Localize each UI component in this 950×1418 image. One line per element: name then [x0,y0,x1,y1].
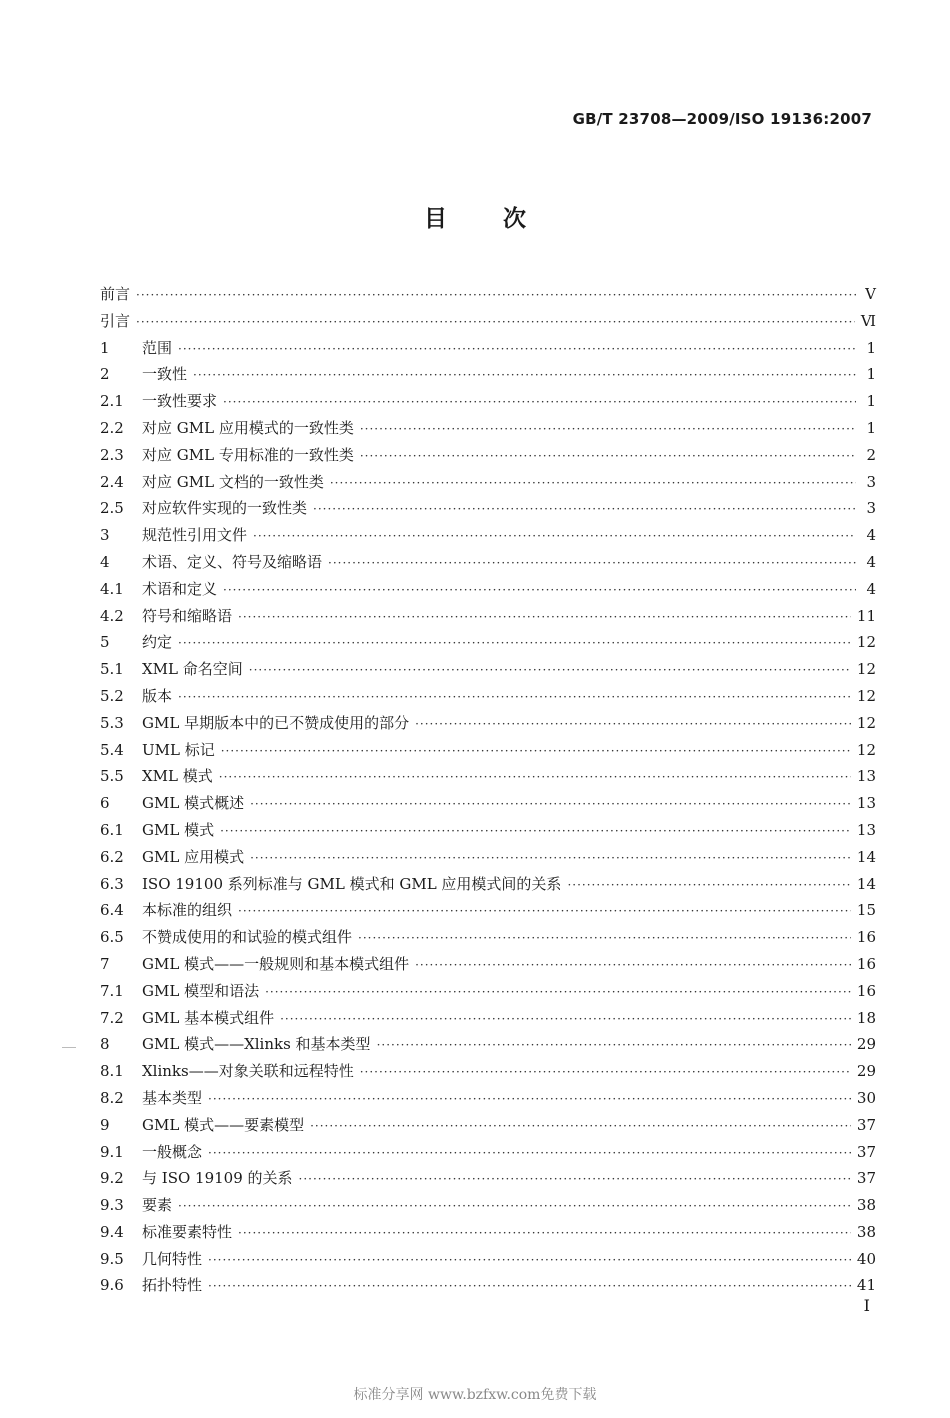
toc-entry-number: 6.2 [100,847,124,866]
toc-leader-dots [208,1253,851,1267]
toc-entry-page: 12 [856,686,876,705]
toc-leader-dots [238,904,851,918]
toc-entry-number: 5.5 [100,767,124,786]
toc-entry-page: 38 [856,1222,876,1241]
toc-entry[interactable] [100,1087,876,1114]
toc-entry-label: 不赞成使用的和试验的模式组件 [142,928,353,947]
toc-entry-label: 与 ISO 19109 的关系 [142,1169,293,1188]
toc-entry-label: 规范性引用文件 [142,526,248,545]
toc-entry-number: 9.5 [100,1249,124,1268]
toc-entry-number: 5.3 [100,713,124,732]
toc-leader-dots [238,610,851,624]
toc-leader-dots [265,985,851,999]
toc-entry-number: 9.6 [100,1276,124,1295]
toc-entry[interactable] [100,1033,876,1060]
toc-entry-page: 4 [866,552,876,571]
toc-entry[interactable] [100,1221,876,1248]
toc-entry[interactable] [100,524,876,551]
toc-entry-number: 2.5 [100,499,124,518]
toc-leader-dots [328,556,856,570]
toc-leader-dots [310,1119,851,1133]
toc-entry-number: 4.1 [100,579,124,598]
toc-entry-number: 2.4 [100,472,124,491]
toc-entry-page: 14 [856,874,876,893]
toc-entry-label: 拓扑特性 [142,1276,203,1295]
toc-entry-label: 对应软件实现的一致性类 [142,499,308,518]
toc-entry[interactable] [100,551,876,578]
toc-entry[interactable] [100,685,876,712]
toc-entry-label: 符号和缩略语 [142,606,233,625]
toc-entry[interactable] [100,310,876,337]
toc-entry-number: 5.1 [100,660,124,679]
toc-entry[interactable] [100,1167,876,1194]
toc-entry[interactable] [100,337,876,364]
toc-entry-label: Xlinks——对象关联和远程特性 [142,1062,354,1081]
toc-entry-number: 7 [100,954,110,973]
toc-entry[interactable] [100,605,876,632]
toc-entry-number: 1 [100,338,110,357]
toc-entry-number: 6 [100,794,110,813]
toc-entry-number: 9.2 [100,1169,124,1188]
toc-leader-dots [250,797,851,811]
toc-entry-page: 1 [866,338,876,357]
toc-entry-page: 18 [856,1008,876,1027]
toc-leader-dots [250,851,851,865]
toc-entry[interactable] [100,792,876,819]
standard-code-header: GB/T 23708—2009/ISO 19136:2007 [572,110,872,128]
toc-entry-page: Ⅴ [865,285,876,303]
toc-leader-dots [360,1065,851,1079]
toc-entry-page: 16 [856,981,876,1000]
toc-entry-page: 3 [866,472,876,491]
toc-entry-page: 16 [856,928,876,947]
toc-leader-dots [193,368,856,382]
toc-entry-label: 一般概念 [142,1142,203,1161]
toc-entry-label: ISO 19100 系列标准与 GML 模式和 GML 应用模式间的关系 [142,874,562,893]
toc-entry[interactable] [100,765,876,792]
toc-entry-label: GML 模式——Xlinks 和基本类型 [142,1035,371,1054]
toc-entry-number: 7.1 [100,981,124,1000]
toc-entry-label: 版本 [142,686,173,705]
toc-entry[interactable] [100,497,876,524]
toc-entry-label: 术语和定义 [142,579,218,598]
toc-entry-label: XML 命名空间 [142,660,243,679]
toc-entry-page: 30 [856,1088,876,1107]
toc-leader-dots [330,476,856,490]
toc-entry-number: 8 [100,1035,110,1054]
toc-leader-dots [415,958,851,972]
toc-leader-dots [223,583,856,597]
toc-leader-dots [299,1172,851,1186]
toc-entry-page: 15 [856,901,876,920]
toc-entry-label: 要素 [142,1196,173,1215]
footer-watermark: 标准分享网 www.bzfxw.com免费下载 [353,1387,597,1403]
toc-entry-label: GML 模型和语法 [142,981,260,1000]
toc-entry-number: 9.1 [100,1142,124,1161]
toc-entry[interactable] [100,712,876,739]
toc-entry-number: 6.1 [100,820,124,839]
toc-entry-page: 37 [856,1142,876,1161]
toc-entry-page: 2 [866,445,876,464]
page-number: Ⅰ [863,1296,870,1315]
toc-entry-number: 4 [100,552,110,571]
toc-entry-number: 8.2 [100,1088,124,1107]
toc-entry[interactable] [100,980,876,1007]
toc-title-char-1: 目 [424,206,447,232]
toc-entry-page: 11 [856,606,876,625]
toc-entry-page: 41 [856,1276,876,1295]
toc-entry-number: 9 [100,1115,110,1134]
toc-entry-page: 37 [856,1115,876,1134]
toc-entry-number: 9.3 [100,1196,124,1215]
toc-entry-page: 40 [856,1249,876,1268]
toc-leader-dots [219,770,851,784]
toc-entry-number: 2.2 [100,418,124,437]
toc-entry-page: 12 [856,660,876,679]
toc-leader-dots [253,529,856,543]
toc-entry-page: 4 [866,579,876,598]
toc-entry-label: 本标准的组织 [142,901,233,920]
toc-entry-page: 14 [856,847,876,866]
toc-leader-dots [223,395,856,409]
toc-entry[interactable] [100,1248,876,1275]
toc-entry-number: 8.1 [100,1062,124,1081]
toc-entry-label: UML 标记 [142,740,215,759]
toc-leader-dots [178,342,856,356]
toc-entry[interactable] [100,819,876,846]
table-of-contents [100,283,876,1301]
toc-entry[interactable] [100,631,876,658]
toc-entry[interactable] [100,363,876,390]
toc-entry-page: 13 [856,820,876,839]
toc-leader-dots [220,824,851,838]
toc-leader-dots [208,1146,851,1160]
toc-entry-label: GML 模式概述 [142,794,245,813]
toc-entry-page: 12 [856,713,876,732]
toc-entry[interactable] [100,1007,876,1034]
toc-entry[interactable] [100,417,876,444]
toc-entry[interactable] [100,899,876,926]
toc-entry-page: 29 [856,1035,876,1054]
toc-entry-page: 13 [856,794,876,813]
toc-entry[interactable] [100,846,876,873]
toc-entry-label: 引言 [100,311,131,330]
toc-entry-number: 6.3 [100,874,124,893]
toc-entry[interactable] [100,926,876,953]
toc-leader-dots [313,502,856,516]
toc-entry-label: GML 基本模式组件 [142,1008,275,1027]
toc-entry[interactable] [100,444,876,471]
toc-entry-label: 对应 GML 专用标准的一致性类 [142,445,354,464]
toc-entry-label: 基本类型 [142,1088,203,1107]
toc-entry-number: 9.4 [100,1222,124,1241]
toc-entry[interactable] [100,658,876,685]
toc-entry-number: 5 [100,633,110,652]
toc-leader-dots [238,1226,851,1240]
toc-entry-page: 3 [866,499,876,518]
toc-leader-dots [208,1092,851,1106]
toc-entry-number: 6.5 [100,928,124,947]
toc-entry-label: 术语、定义、符号及缩略语 [142,552,323,571]
toc-entry-page: 12 [856,740,876,759]
toc-entry[interactable] [100,1141,876,1168]
toc-entry-page: 12 [856,633,876,652]
toc-entry-page: 13 [856,767,876,786]
toc-entry-label: XML 模式 [142,767,213,786]
toc-entry-number: 6.4 [100,901,124,920]
toc-entry-page: 1 [866,365,876,384]
toc-entry[interactable] [100,283,876,310]
toc-entry-label: 标准要素特性 [142,1222,233,1241]
toc-entry-page: 1 [866,418,876,437]
toc-entry[interactable] [100,471,876,498]
toc-entry-page: 29 [856,1062,876,1081]
toc-entry-page: 38 [856,1196,876,1215]
toc-entry[interactable] [100,873,876,900]
toc-entry-number: 2.1 [100,392,124,411]
toc-entry-label: 约定 [142,633,173,652]
toc-entry[interactable] [100,1114,876,1141]
toc-entry-label: 对应 GML 文档的一致性类 [142,472,324,491]
toc-entry-label: 范围 [142,338,173,357]
toc-leader-dots [360,449,856,463]
toc-entry-number: 5.4 [100,740,124,759]
toc-entry-label: GML 早期版本中的已不赞成使用的部分 [142,713,410,732]
toc-entry-number: 5.2 [100,686,124,705]
toc-leader-dots [358,931,851,945]
margin-mark [62,1047,76,1048]
toc-leader-dots [249,663,851,677]
toc-entry[interactable] [100,578,876,605]
toc-leader-dots [208,1279,851,1293]
toc-entry-number: 4.2 [100,606,124,625]
toc-entry-label: GML 应用模式 [142,847,245,866]
toc-leader-dots [415,717,851,731]
toc-leader-dots [377,1038,851,1052]
toc-entry-page: Ⅵ [860,311,876,330]
toc-entry-page: 37 [856,1169,876,1188]
toc-entry[interactable] [100,1274,876,1301]
toc-leader-dots [221,744,851,758]
toc-entry-number: 2.3 [100,445,124,464]
toc-leader-dots [360,422,856,436]
toc-entry-page: 4 [866,526,876,545]
toc-entry-label: GML 模式——一般规则和基本模式组件 [142,954,410,973]
toc-entry-number: 2 [100,365,110,384]
toc-entry-label: 一致性要求 [142,392,218,411]
toc-entry-number: 7.2 [100,1008,124,1027]
toc-entry-label: 几何特性 [142,1249,203,1268]
toc-leader-dots [178,636,851,650]
toc-entry[interactable] [100,739,876,766]
toc-leader-dots [178,690,851,704]
toc-title [0,200,950,233]
toc-entry[interactable] [100,1060,876,1087]
toc-leader-dots [136,315,855,329]
toc-leader-dots [178,1199,851,1213]
toc-entry-page: 1 [866,392,876,411]
toc-entry[interactable] [100,390,876,417]
toc-entry-label: 一致性 [142,365,188,384]
toc-entry[interactable] [100,1194,876,1221]
toc-entry-number: 3 [100,526,110,545]
toc-entry[interactable] [100,953,876,980]
toc-entry-label: GML 模式——要素模型 [142,1115,305,1134]
toc-leader-dots [280,1012,851,1026]
toc-title-char-2: 次 [503,206,526,232]
toc-entry-page: 16 [856,954,876,973]
toc-entry-label: 对应 GML 应用模式的一致性类 [142,418,354,437]
toc-entry-label: GML 模式 [142,820,215,839]
toc-leader-dots [567,878,850,892]
toc-entry-label: 前言 [100,285,131,303]
toc-leader-dots [136,288,856,302]
